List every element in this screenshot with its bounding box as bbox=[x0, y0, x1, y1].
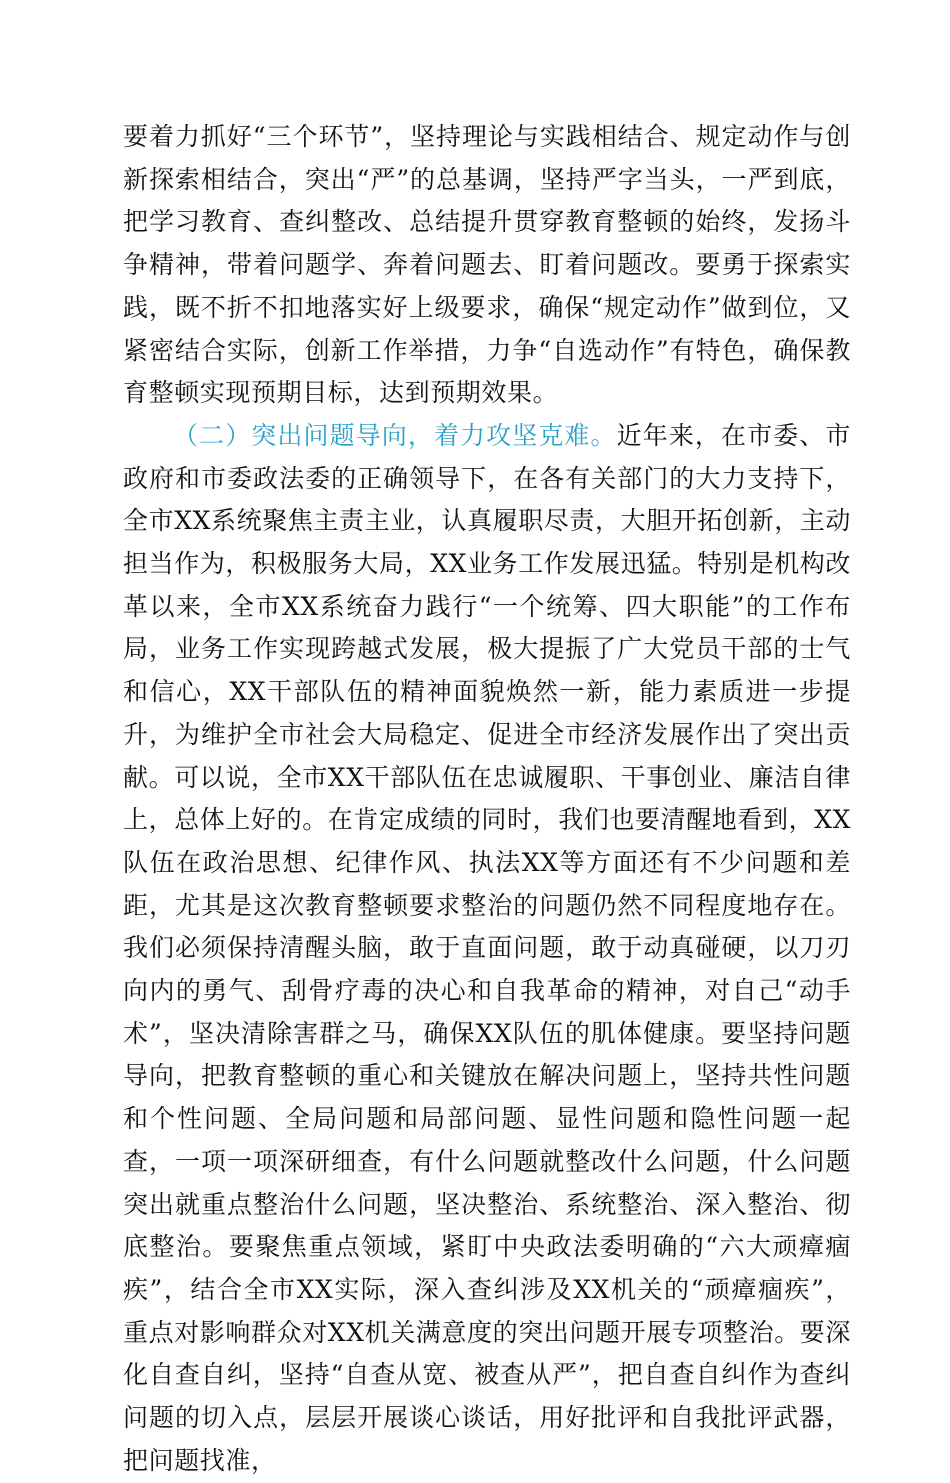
body-text bbox=[123, 116, 851, 1483]
paragraph-continuation bbox=[123, 116, 851, 415]
paragraph-section-two bbox=[123, 415, 851, 1483]
paragraph-2-text: 近年来，在市委、市政府和市委政法委的正确领导下，在各有关部门的大力支持下，全市XX系统聚焦主责主业，认真履职尽责，大胆开拓创新，主动担当作为，积极服务大局，XX业务工作发展迅猛。特别是机构改革以来，全市XX系统奋力践行“一个统筹、四大职能”的工作布局，业务工作实现跨越式发展，极大提振了广大党员干部的士气和信心，XX干部队伍的精神面貌焕然一新，能力素质进一步提升，为维护全市社会大局稳定、促进全市经济发展作出了突出贡献。可以说，全市XX干部队伍在忠诚履职、干事创业、廉洁自律上，总体上好的。在肯定成绩的同时，我们也要清醒地看到，XX队伍在政治思想、纪律作风、执法XX等方面还有不少问题和差距，尤其是这次教育整顿要求整治的问题仍然不同程度地存在。我们必须保持清醒头脑，敢于直面问题，敢于动真碰硬，以刀刃向内的勇气、刮骨疗毒的决心和自我革命的精神，对自己“动手术”，坚决清除害群之马，确保XX队伍的肌体健康。要坚持问题导向，把教育整顿的重心和关键放在解决问题上，坚持共性问题和个性问题、全局问题和局部问题、显性问题和隐性问题一起查，一项一项深研细查，有什么问题就整改什么问题，什么问题突出就重点整治什么问题，坚决整治、系统整治、深入整治、彻底整治。要聚焦重点领域，紧盯中央政法委明确的“六大顽瘴痼疾”，结合全市XX实际，深入查纠涉及XX机关的“顽瘴痼疾”，重点对影响群众对XX机关满意度的突出问题开展专项整治。要深化自查自纠，坚持“自查从宽、被查从严”，把自查自纠作为查纠问题的切入点，层层开展谈心谈话，用好批评和自我批评武器，把问题找准， bbox=[123, 420, 852, 1475]
paragraph-1-text: 要着力抓好“三个环节”，坚持理论与实践相结合、规定动作与创新探索相结合，突出“严”的总基调，坚持严字当头，一严到底，把学习教育、查纠整改、总结提升贯穿教育整顿的始终，发扬斗争精神，带着问题学、奔着问题去、盯着问题改。要勇于探索实践，既不折不扣地落实好上级要求，确保“规定动作”做到位，又紧密结合实际，创新工作举措，力争“自选动作”有特色，确保教育整顿实现预期目标，达到预期效果。 bbox=[123, 122, 851, 408]
section-heading: （二）突出问题导向，着力攻坚克难。 bbox=[173, 420, 617, 450]
